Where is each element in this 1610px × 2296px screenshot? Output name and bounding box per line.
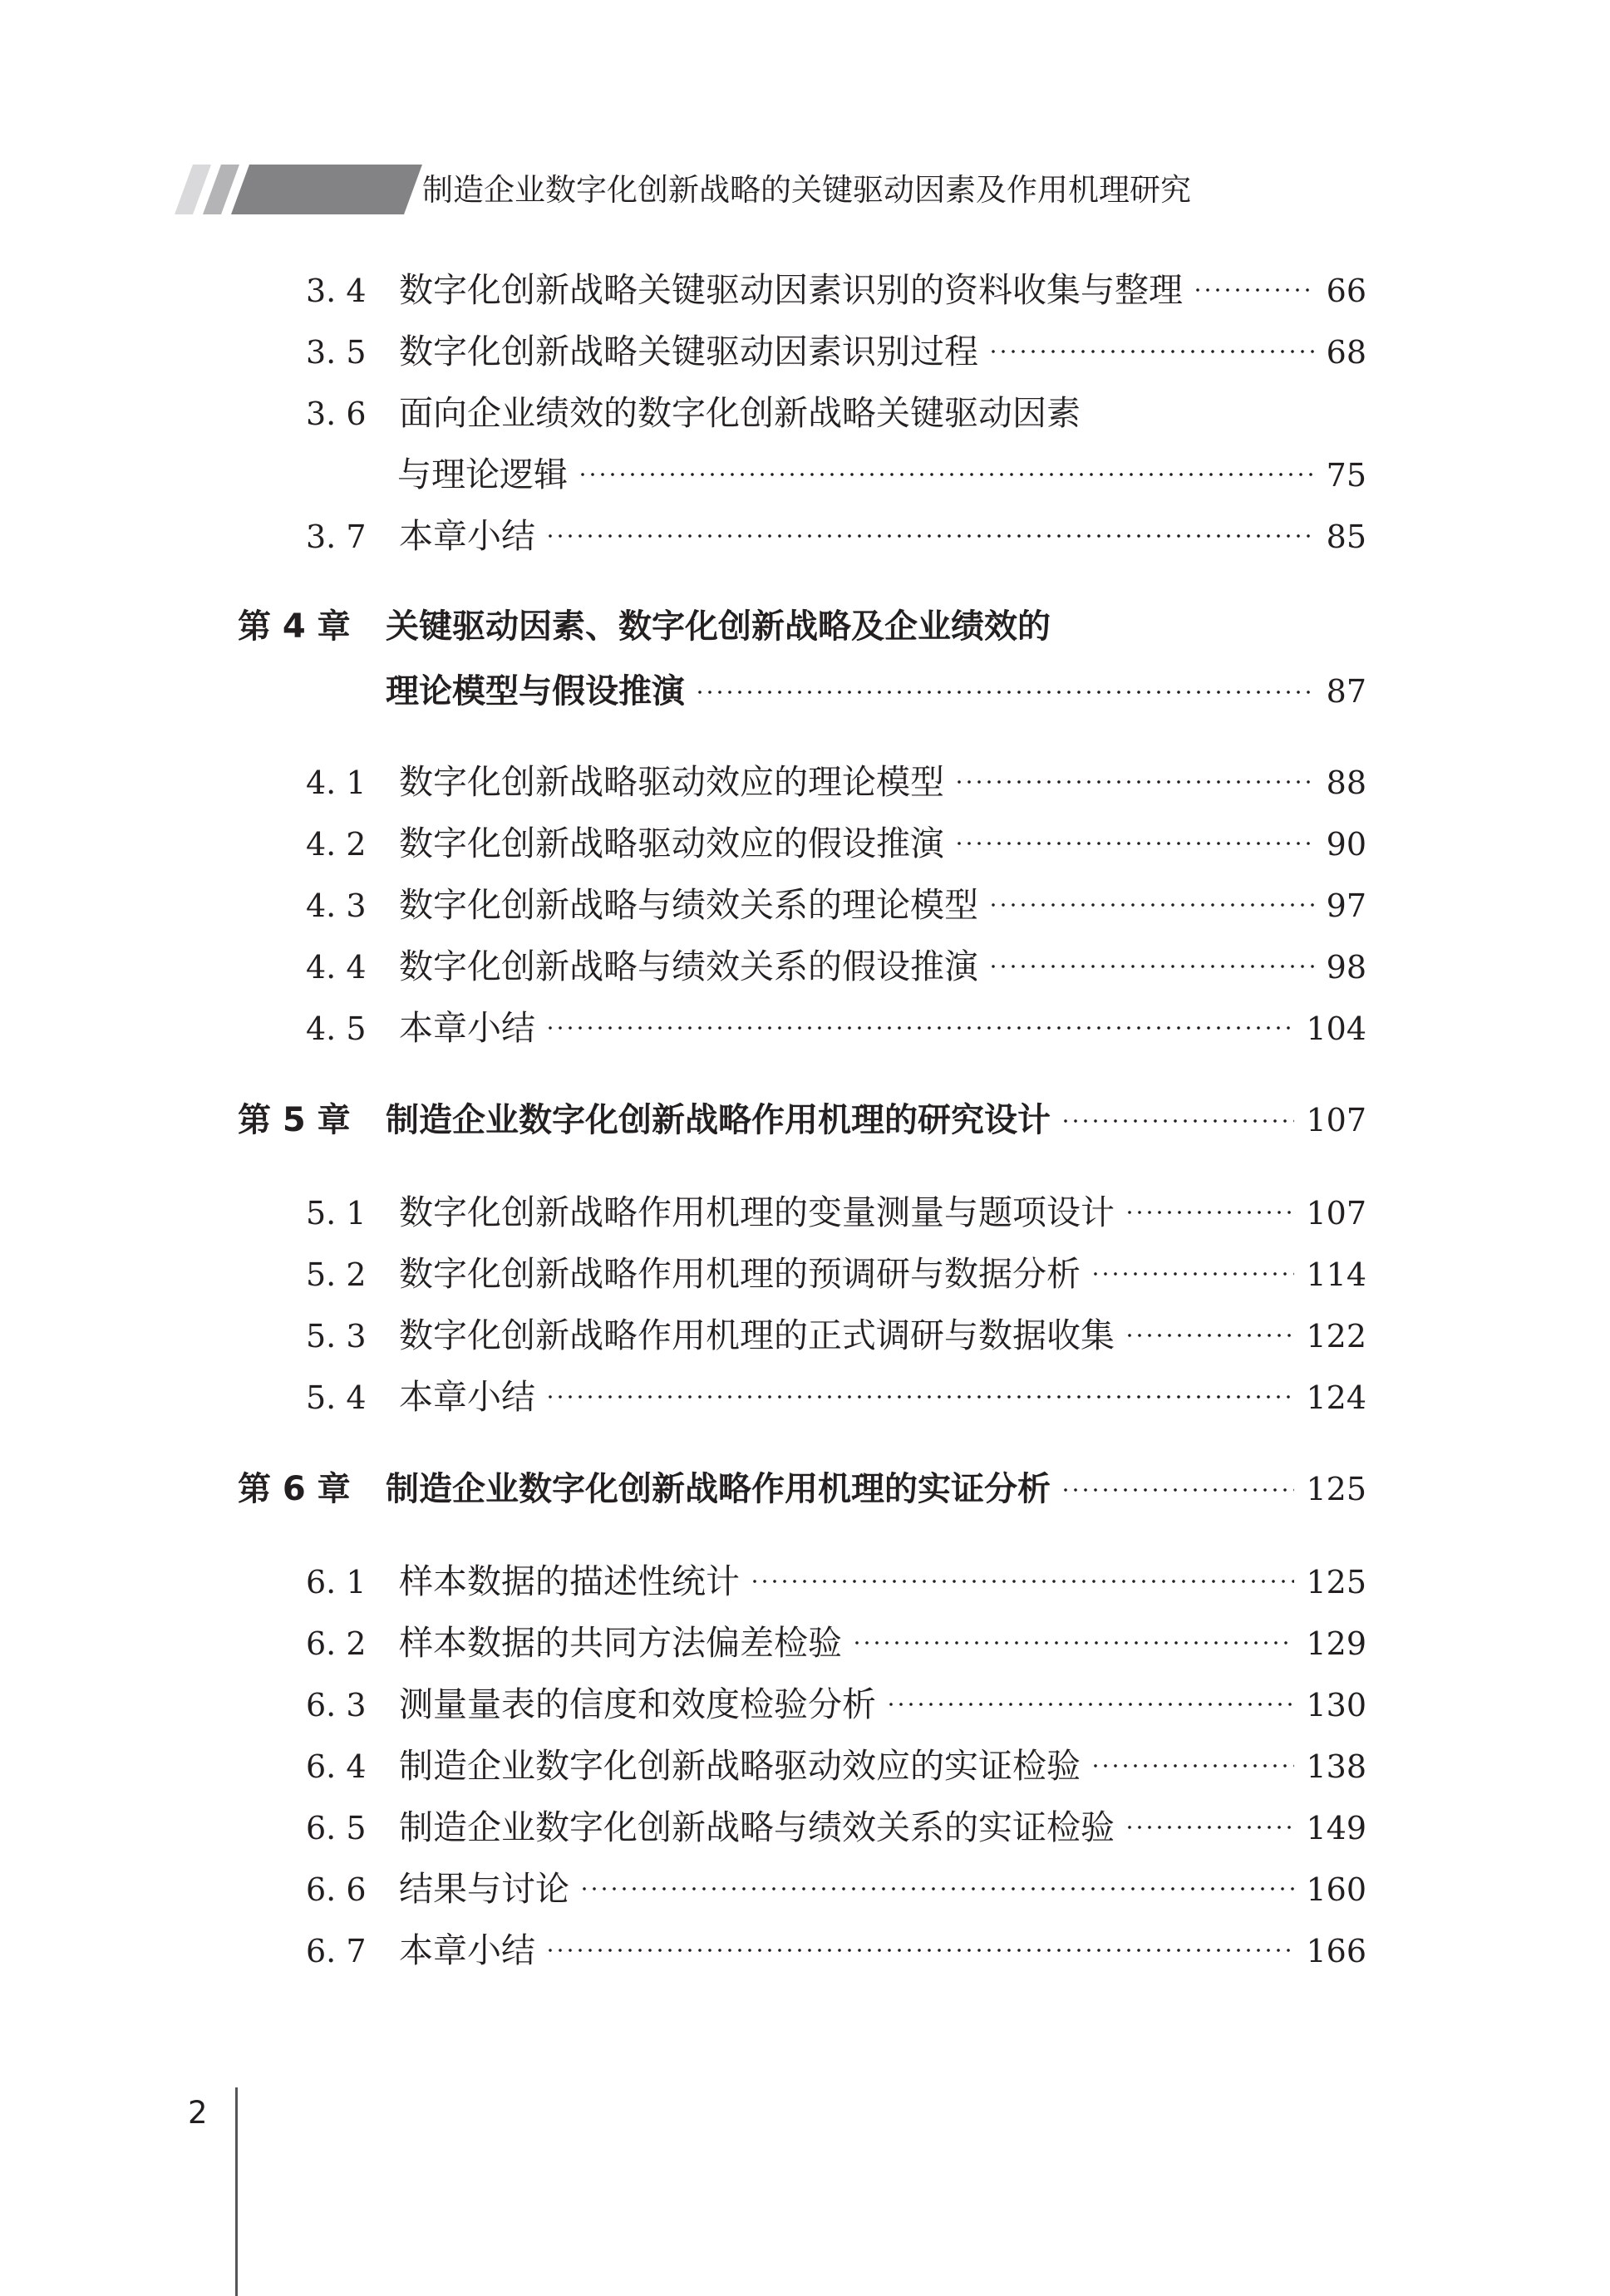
toc-entry-6-3[interactable] <box>304 1677 1366 1724</box>
dot-leader <box>954 841 1315 846</box>
dot-leader <box>1091 1271 1294 1276</box>
section-title: 数字化创新战略与绩效关系的假设推演 <box>399 946 978 986</box>
toc-entry-6-6[interactable] <box>304 1861 1366 1909</box>
dot-leader <box>750 1579 1294 1584</box>
toc-chapter-4[interactable] <box>238 600 1366 646</box>
toc-entry-6-4[interactable] <box>304 1738 1366 1786</box>
toc-entry-5-3[interactable] <box>304 1308 1366 1355</box>
dot-leader <box>1091 1763 1294 1768</box>
dot-leader <box>852 1640 1294 1645</box>
dot-leader <box>578 472 1315 477</box>
toc-entry-6-5[interactable] <box>304 1800 1366 1847</box>
chapter-title: 制造企业数字化创新战略作用机理的实证分析 <box>386 1470 1051 1508</box>
page-ref: 124 <box>1306 1379 1366 1416</box>
page-ref: 130 <box>1306 1687 1366 1723</box>
section-number: 6. 5 <box>306 1810 367 1846</box>
running-header-title: 制造企业数字化创新战略的关键驱动因素及作用机理研究 <box>422 172 1191 208</box>
page-ref: 107 <box>1306 1102 1366 1138</box>
page-ref: 166 <box>1306 1933 1366 1969</box>
toc-entry-3-5[interactable] <box>304 324 1366 371</box>
chapter-title: 关键驱动因素、数字化创新战略及企业绩效的 <box>386 607 1051 646</box>
section-title: 数字化创新战略作用机理的变量测量与题项设计 <box>399 1192 1115 1232</box>
toc-entry-4-4[interactable] <box>304 939 1366 986</box>
dot-leader <box>695 690 1315 695</box>
section-title: 本章小结 <box>399 1377 535 1417</box>
section-number: 3. 7 <box>306 519 367 555</box>
gutter-rule <box>235 2087 238 2296</box>
dot-leader <box>886 1702 1294 1707</box>
page-ref: 98 <box>1326 949 1366 986</box>
section-number: 4. 5 <box>306 1010 367 1047</box>
section-title-continued: 与理论逻辑 <box>397 455 568 494</box>
dot-leader <box>988 902 1315 907</box>
dot-leader <box>1061 1487 1294 1492</box>
section-number: 3. 5 <box>306 334 367 371</box>
page-ref: 138 <box>1306 1748 1366 1785</box>
section-title: 面向企业绩效的数字化创新战略关键驱动因素 <box>399 393 1081 433</box>
chapter-label: 第 5 章 <box>238 1101 351 1139</box>
dot-leader <box>545 1948 1294 1953</box>
section-number: 3. 4 <box>306 273 367 309</box>
page-ref: 160 <box>1306 1871 1366 1908</box>
page-ref: 97 <box>1326 887 1366 924</box>
section-number: 5. 1 <box>306 1195 367 1232</box>
section-title: 数字化创新战略作用机理的正式调研与数据收集 <box>399 1315 1115 1355</box>
page-ref: 75 <box>1326 457 1366 494</box>
section-title: 结果与讨论 <box>399 1869 569 1909</box>
dot-leader <box>988 349 1315 354</box>
section-title: 数字化创新战略关键驱动因素识别的资料收集与整理 <box>399 270 1183 310</box>
page-ref: 66 <box>1326 273 1366 309</box>
dot-leader <box>1061 1119 1294 1123</box>
dot-leader <box>1125 1825 1294 1830</box>
toc-entry-3-4[interactable] <box>304 263 1366 310</box>
chapter-label: 第 4 章 <box>238 607 351 646</box>
section-title: 样本数据的共同方法偏差检验 <box>399 1623 842 1663</box>
section-number: 4. 2 <box>306 826 367 863</box>
section-number: 6. 3 <box>306 1687 367 1723</box>
toc-entry-3-6-continued[interactable] <box>397 447 1366 494</box>
section-title: 本章小结 <box>399 1008 535 1048</box>
dot-leader <box>545 533 1315 538</box>
chapter-title: 制造企业数字化创新战略作用机理的研究设计 <box>386 1101 1051 1139</box>
section-title: 数字化创新战略与绩效关系的理论模型 <box>399 885 978 925</box>
toc-chapter-4-continued[interactable] <box>386 665 1366 708</box>
section-title: 测量量表的信度和效度检验分析 <box>399 1684 876 1724</box>
toc-entry-6-2[interactable] <box>304 1615 1366 1663</box>
toc-entry-6-7[interactable] <box>304 1923 1366 1970</box>
section-title: 本章小结 <box>399 516 535 556</box>
section-number: 3. 6 <box>306 396 367 432</box>
toc-chapter-6[interactable] <box>238 1463 1366 1506</box>
section-title: 数字化创新战略作用机理的预调研与数据分析 <box>399 1254 1081 1294</box>
section-number: 5. 2 <box>306 1256 367 1293</box>
toc-entry-5-1[interactable] <box>304 1185 1366 1232</box>
toc-chapter-5[interactable] <box>238 1094 1366 1137</box>
page-ref: 125 <box>1306 1471 1366 1507</box>
toc-entry-4-1[interactable] <box>304 755 1366 802</box>
page-ref: 122 <box>1306 1318 1366 1354</box>
toc-entry-4-2[interactable] <box>304 816 1366 863</box>
section-number: 6. 4 <box>306 1748 367 1785</box>
dot-leader <box>988 964 1315 969</box>
page-ref: 88 <box>1326 765 1366 801</box>
chapter-label: 第 6 章 <box>238 1470 351 1508</box>
toc-entry-3-6[interactable] <box>304 386 1366 433</box>
section-title: 样本数据的描述性统计 <box>399 1561 740 1601</box>
page-ref: 149 <box>1306 1810 1366 1846</box>
section-number: 6. 1 <box>306 1564 367 1600</box>
page-ref: 104 <box>1306 1010 1366 1047</box>
page-ref: 114 <box>1306 1256 1366 1293</box>
toc-entry-6-1[interactable] <box>304 1554 1366 1601</box>
dot-leader <box>1193 288 1315 293</box>
page-ref: 90 <box>1326 826 1366 863</box>
chapter-title-continued: 理论模型与假设推演 <box>386 672 685 710</box>
section-title: 数字化创新战略驱动效应的理论模型 <box>399 762 944 802</box>
section-title: 制造企业数字化创新战略驱动效应的实证检验 <box>399 1746 1081 1786</box>
page-number: 2 <box>188 2095 208 2131</box>
toc-entry-5-4[interactable] <box>304 1369 1366 1417</box>
toc-entry-4-5[interactable] <box>304 1001 1366 1048</box>
toc-entry-4-3[interactable] <box>304 878 1366 925</box>
page-ref: 87 <box>1326 673 1366 710</box>
page-ref: 129 <box>1306 1625 1366 1662</box>
dot-leader <box>954 779 1315 784</box>
section-number: 6. 2 <box>306 1625 367 1662</box>
section-number: 4. 1 <box>306 765 367 801</box>
section-title: 本章小结 <box>399 1930 535 1970</box>
page-ref: 85 <box>1326 519 1366 555</box>
dot-leader <box>579 1886 1294 1891</box>
toc-entry-3-7[interactable] <box>304 509 1366 556</box>
page-ref: 125 <box>1306 1564 1366 1600</box>
dot-leader <box>1125 1333 1294 1338</box>
section-title: 数字化创新战略驱动效应的假设推演 <box>399 824 944 863</box>
section-number: 6. 7 <box>306 1933 367 1969</box>
dot-leader <box>545 1025 1294 1030</box>
section-number: 4. 4 <box>306 949 367 986</box>
section-number: 4. 3 <box>306 887 367 924</box>
section-title: 数字化创新战略关键驱动因素识别过程 <box>399 332 978 371</box>
page-ref: 68 <box>1326 334 1366 371</box>
section-title: 制造企业数字化创新战略与绩效关系的实证检验 <box>399 1807 1115 1847</box>
dot-leader <box>1125 1210 1294 1215</box>
section-number: 5. 4 <box>306 1379 367 1416</box>
dot-leader <box>545 1394 1294 1399</box>
section-number: 5. 3 <box>306 1318 367 1354</box>
section-number: 6. 6 <box>306 1871 367 1908</box>
page-ref: 107 <box>1306 1195 1366 1232</box>
toc-entry-5-2[interactable] <box>304 1246 1366 1294</box>
